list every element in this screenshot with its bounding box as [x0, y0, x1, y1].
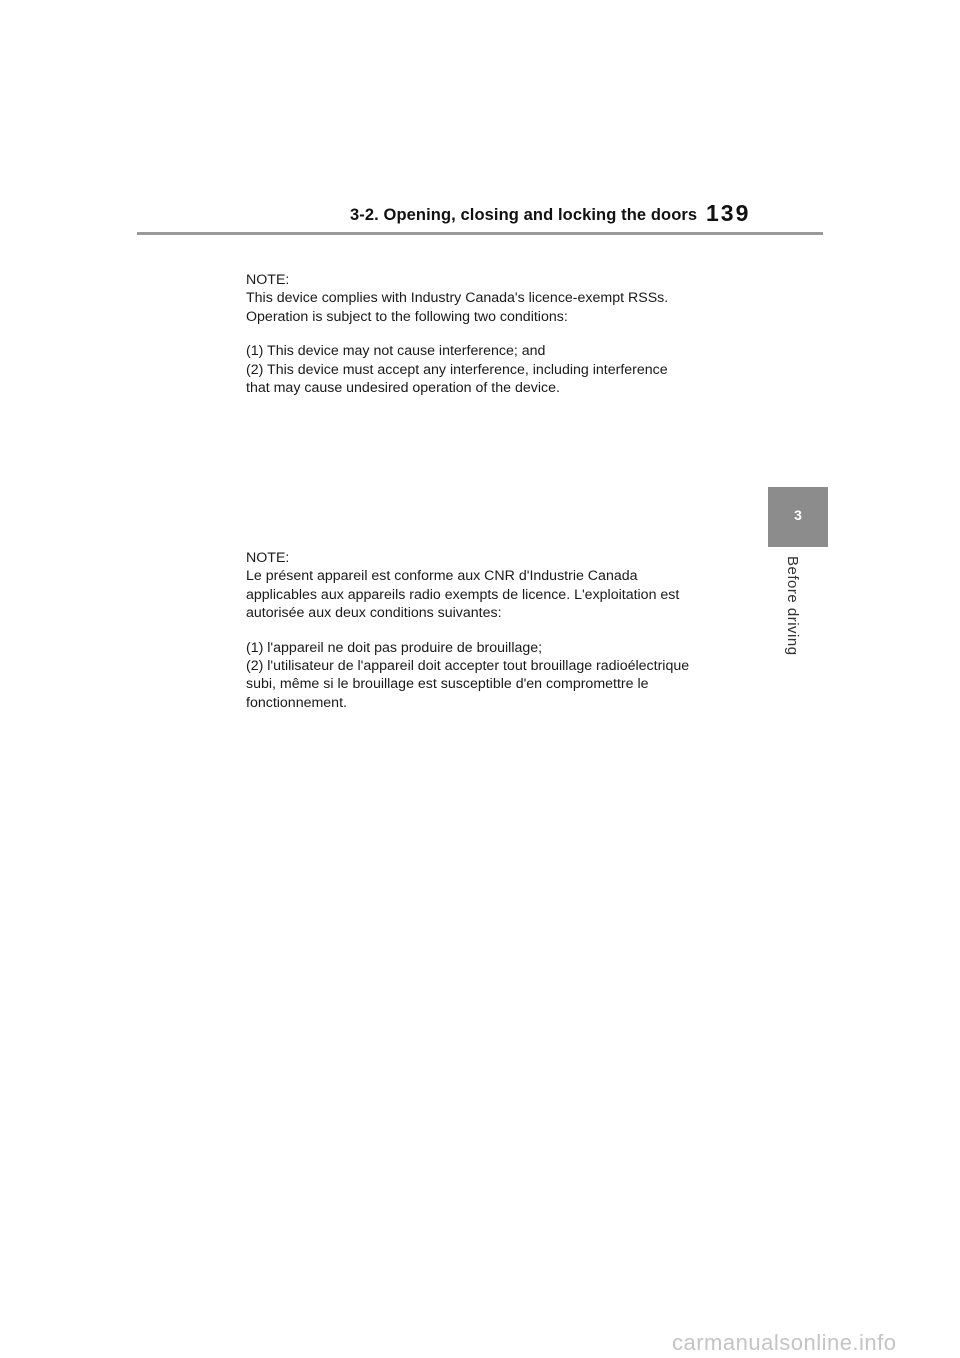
note-line: Le présent appareil est conforme aux CNR d'Industrie Canada	[246, 568, 638, 585]
chapter-tab-number: 3	[794, 507, 802, 523]
watermark: carmanualsonline.info	[672, 1330, 897, 1355]
note-condition: (2) This device must accept any interference, including interference	[246, 361, 668, 378]
note-condition: that may cause undesired operation of the device.	[246, 380, 560, 397]
note-condition: fonctionnement.	[246, 694, 347, 711]
header-divider	[137, 232, 823, 235]
note-condition: (2) l'utilisateur de l'appareil doit accepter tout brouillage radioélectrique	[246, 658, 690, 675]
page-number: 139	[706, 200, 751, 226]
note-condition: subi, même si le brouillage est susceptible d'en compromettre le	[246, 676, 649, 693]
note-line: This device complies with Industry Canada's licence-exempt RSSs.	[246, 290, 669, 307]
note-english	[246, 271, 746, 397]
note-heading: NOTE:	[246, 550, 290, 566]
note-line: Operation is subject to the following two conditions:	[246, 308, 568, 325]
chapter-tab-label: Before driving	[784, 556, 801, 656]
note-condition: (1) This device may not cause interference; and	[246, 343, 546, 360]
section-title: 3-2. Opening, closing and locking the doors	[350, 206, 698, 224]
note-line: applicables aux appareils radio exempts de licence. L'exploitation est	[246, 586, 680, 603]
paragraph-gap	[246, 326, 746, 342]
note-french	[246, 549, 746, 712]
paragraph-gap	[246, 623, 746, 639]
note-condition: (1) l'appareil ne doit pas produire de brouillage;	[246, 639, 543, 656]
note-line: autorisée aux deux conditions suivantes:	[246, 605, 502, 622]
note-heading: NOTE:	[246, 272, 290, 288]
